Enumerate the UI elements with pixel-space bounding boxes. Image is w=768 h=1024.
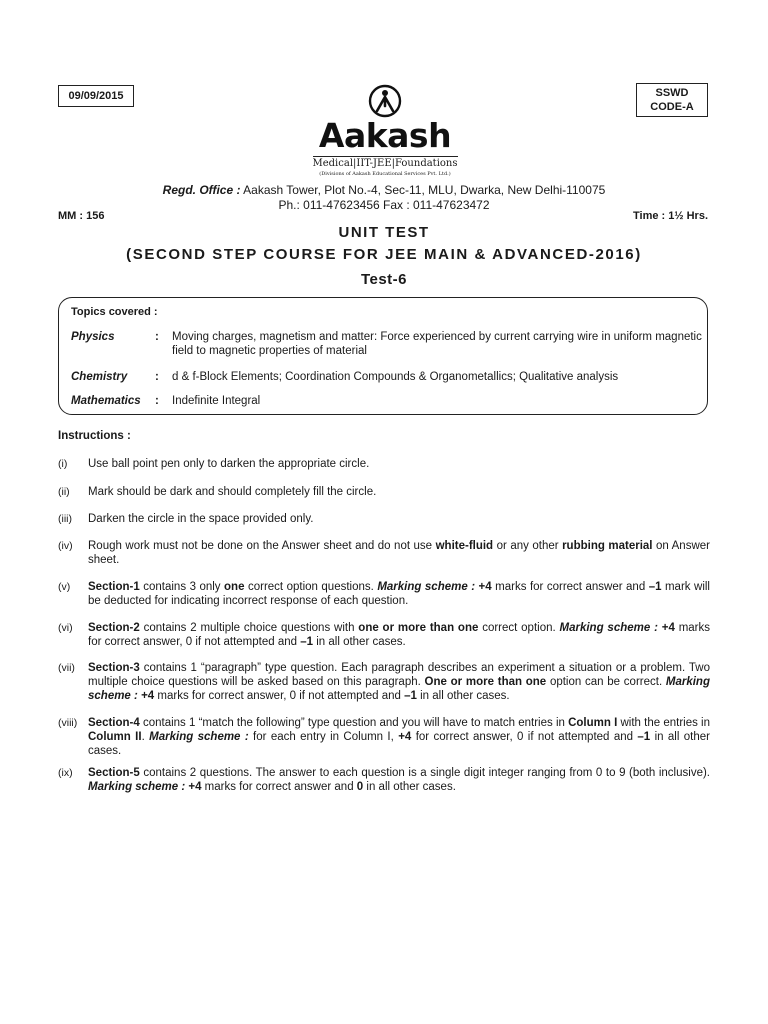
- brand-subtitle: (Divisions of Aakash Educational Services Pvt. Ltd.): [319, 171, 451, 177]
- instruction-number: (ii): [58, 486, 70, 498]
- instruction-number: (vii): [58, 662, 75, 674]
- time-allowed: Time : 1½ Hrs.: [633, 210, 708, 222]
- brand-tagline: Medical|IIT-JEE|Foundations: [312, 158, 458, 169]
- course-title: (SECOND STEP COURSE FOR JEE MAIN & ADVANCED-2016): [126, 246, 642, 263]
- instruction-text: Darken the circle in the space provided only.: [88, 513, 314, 525]
- topic-description: Indefinite Integral: [172, 395, 261, 407]
- paper-code-line1: SSWD: [655, 87, 689, 99]
- instruction-text: Mark should be dark and should completely fill the circle.: [88, 486, 377, 498]
- aakash-emblem-icon: [368, 84, 402, 118]
- office-line: [0, 183, 768, 198]
- office-phone: Ph.: 011-47623456 Fax : 011-47623472: [278, 198, 490, 212]
- instruction-text: Section-5 contains 2 questions. The answer to each question is a single digit integer ranging from 0 to 9 (both inclusive). Marking scheme : +4 marks for correct answer and 0 in all other cases.: [88, 767, 710, 794]
- paper-code-line2: CODE-A: [650, 101, 694, 113]
- instruction-text: Section-3 contains 1 “paragraph” type question. Each paragraph describes an experiment a situation or a problem. Two multiple choice questions will be asked based on this paragraph. One or more than one option can be correct. Marking scheme : +4 marks for correct answer, 0 if not attempted and –1 in all other cases.: [88, 662, 710, 703]
- office-address: Aakash Tower, Plot No.-4, Sec-11, MLU, Dwarka, New Delhi-110075: [240, 183, 606, 197]
- instruction-number: (ix): [58, 767, 73, 779]
- instruction-number: (viii): [58, 717, 78, 729]
- topic-separator: :: [155, 331, 159, 343]
- topic-separator: :: [155, 371, 159, 383]
- brand-name: Aakash: [318, 116, 452, 155]
- topics-heading: Topics covered :: [71, 306, 158, 318]
- max-marks: MM : 156: [58, 210, 105, 222]
- topics-covered-box: [58, 297, 708, 415]
- paper-code-box: [636, 83, 708, 117]
- topic-description: d & f-Block Elements; Coordination Compounds & Organometallics; Qualitative analysis: [172, 371, 619, 383]
- instruction-text: Use ball point pen only to darken the appropriate circle.: [88, 458, 370, 470]
- instruction-number: (v): [58, 581, 71, 593]
- office-label: Regd. Office :: [162, 183, 241, 197]
- date-box: 09/09/2015: [58, 85, 134, 107]
- aakash-logo: [310, 84, 460, 178]
- topic-subject: Physics: [71, 331, 115, 343]
- instruction-number: (iii): [58, 513, 72, 525]
- instruction-number: (iv): [58, 540, 73, 552]
- topic-subject: Mathematics: [71, 395, 141, 407]
- test-number: Test-6: [360, 271, 408, 288]
- office-address-block: [0, 183, 768, 213]
- instruction-text: Section-1 contains 3 only one correct option questions. Marking scheme : +4 marks for correct answer and –1 mark will be deducted for indicating incorrect response of each question.: [88, 581, 710, 608]
- instruction-text: Section-2 contains 2 multiple choice questions with one or more than one correct option. Marking scheme : +4 marks for correct answer, 0 if not attempted and –1 in all other cases.: [88, 622, 710, 649]
- instruction-text: Section-4 contains 1 “match the following” type question and you will have to match entries in Column I with the entries in Column II. Marking scheme : for each entry in Column I, +4 for correct answer, 0 if not attempted and –1 in all other cases.: [88, 717, 710, 758]
- topic-description: Moving charges, magnetism and matter: Force experienced by current carrying wire in uniform magnetic field to magnetic properties of material: [172, 331, 702, 357]
- instruction-number: (i): [58, 458, 68, 470]
- topic-subject: Chemistry: [71, 371, 128, 383]
- topic-separator: :: [155, 395, 159, 407]
- page-title: UNIT TEST: [338, 224, 430, 241]
- instruction-number: (vi): [58, 622, 73, 634]
- instruction-text: Rough work must not be done on the Answer sheet and do not use white-fluid or any other rubbing material on Answer sheet.: [88, 540, 710, 567]
- instructions-heading: Instructions :: [58, 430, 131, 442]
